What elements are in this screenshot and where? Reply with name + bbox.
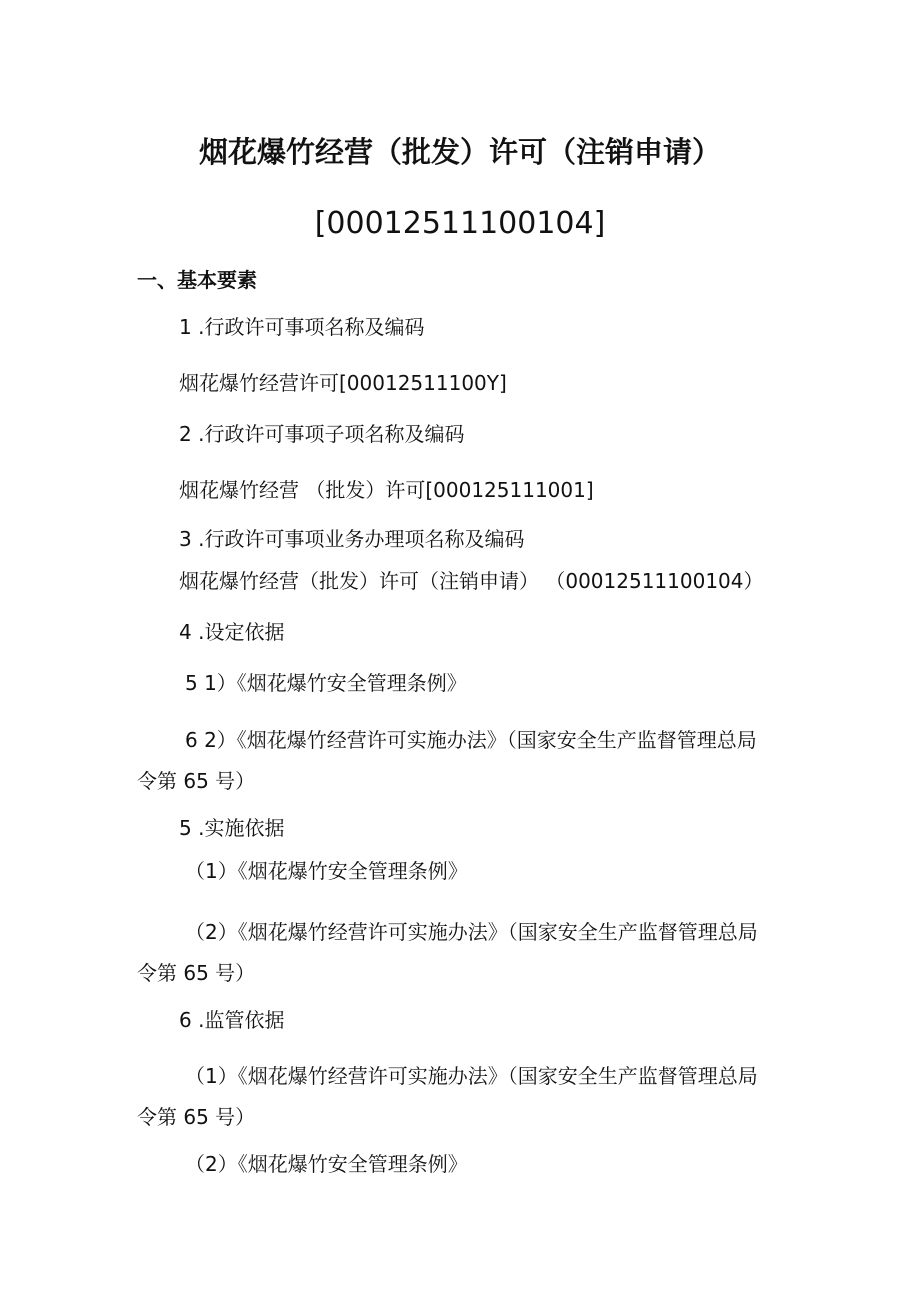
item6-entry-2: （2）《烟花爆竹安全管理条例》 [185, 1152, 468, 1176]
section-heading-basic-elements: 一、基本要素 [137, 268, 257, 292]
item2-heading: 2 .行政许可事项子项名称及编码 [179, 422, 465, 446]
item5-entry-2-continuation: 令第 65 号） [137, 961, 256, 985]
item5-heading: 5 .实施依据 [179, 816, 285, 840]
item6-heading: 6 .监管依据 [179, 1008, 285, 1032]
item6-entry-1: （1）《烟花爆竹经营许可实施办法》（国家安全生产监督管理总局 [185, 1064, 758, 1088]
item4-entry-1: 5 1）《烟花爆竹安全管理条例》 [185, 671, 467, 695]
document-title: 烟花爆竹经营（批发）许可（注销申请） [198, 135, 721, 169]
item2-value: 烟花爆竹经营 （批发）许可[000125111001] [179, 478, 594, 502]
item1-heading: 1 .行政许可事项名称及编码 [179, 315, 425, 339]
item3-heading: 3 .行政许可事项业务办理项名称及编码 [179, 527, 525, 551]
item5-entry-1: （1）《烟花爆竹安全管理条例》 [185, 859, 468, 883]
item4-entry-2-continuation: 令第 65 号） [137, 769, 256, 793]
item4-entry-2: 6 2）《烟花爆竹经营许可实施办法》（国家安全生产监督管理总局 [185, 728, 757, 752]
item6-entry-1-continuation: 令第 65 号） [137, 1105, 256, 1129]
item4-heading: 4 .设定依据 [179, 620, 285, 644]
item1-value: 烟花爆竹经营许可[00012511100Y] [179, 371, 507, 395]
item5-entry-2: （2）《烟花爆竹经营许可实施办法》（国家安全生产监督管理总局 [185, 920, 758, 944]
document-code: [00012511100104] [314, 206, 606, 241]
item3-value: 烟花爆竹经营（批发）许可（注销申请） （00012511100104） [179, 569, 764, 593]
